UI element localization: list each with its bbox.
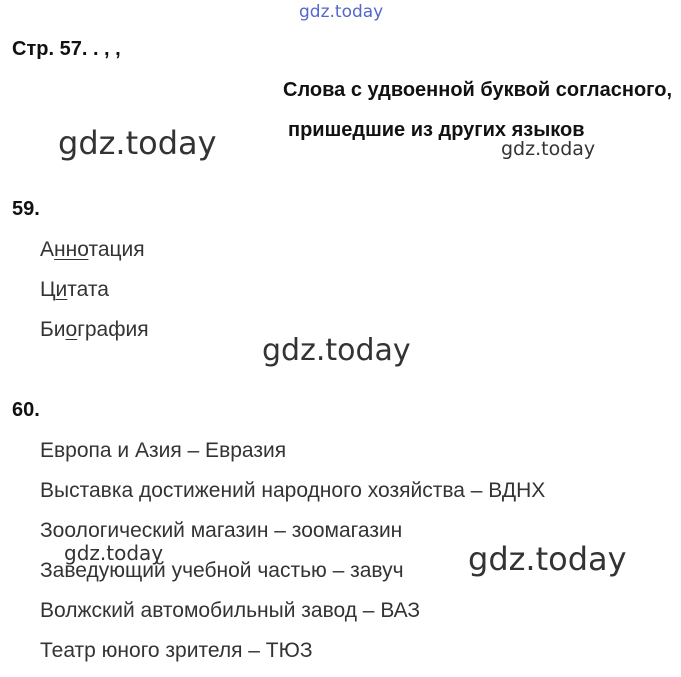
task-60-line: Зоологический магазин – зоомагазин [40,519,403,542]
task-59-word [40,238,145,262]
task-60-line: Европа и Азия – Евразия [40,439,287,462]
word-part: Ц [40,278,56,301]
watermark-center: gdz.today [262,333,411,368]
word-underlined-part: о [65,318,78,341]
watermark-bottom-right: gdz.today [468,540,627,578]
word-underlined-part: нно [54,238,89,261]
watermark-right-small: gdz.today [501,138,596,160]
task-60-number: 60. [12,399,40,421]
task-60-line: Волжский автомобильный завод – ВАЗ [40,599,421,622]
word-part: тата [67,278,109,301]
word-part: А [40,238,55,261]
word-part: графия [77,318,149,341]
section-heading-line-2: пришедшие из других языков [288,119,585,141]
page-reference-label: Стр. 57. [12,38,88,60]
watermark-left: gdz.today [58,124,217,162]
page-reference-tail: . , , [92,38,121,60]
section-heading-line-1: Слова с удвоенной буквой согласного, [283,79,672,101]
task-59-word [40,318,149,342]
word-part: Би [40,318,66,341]
task-59-number: 59. [12,198,40,220]
word-underlined-part: и [55,278,68,301]
task-59-word [40,278,109,302]
watermark-bottom-left: gdz.today [64,541,164,565]
task-60-line: Выставка достижений народного хозяйства – ВДНХ [40,479,546,502]
word-part: тация [88,238,145,261]
task-60-line: Театр юного зрителя – ТЮЗ [40,639,313,662]
task-60-line: Заведующий учебной частью – завуч [40,559,404,582]
watermark-top: gdz.today [299,2,384,22]
page-reference [12,38,121,61]
